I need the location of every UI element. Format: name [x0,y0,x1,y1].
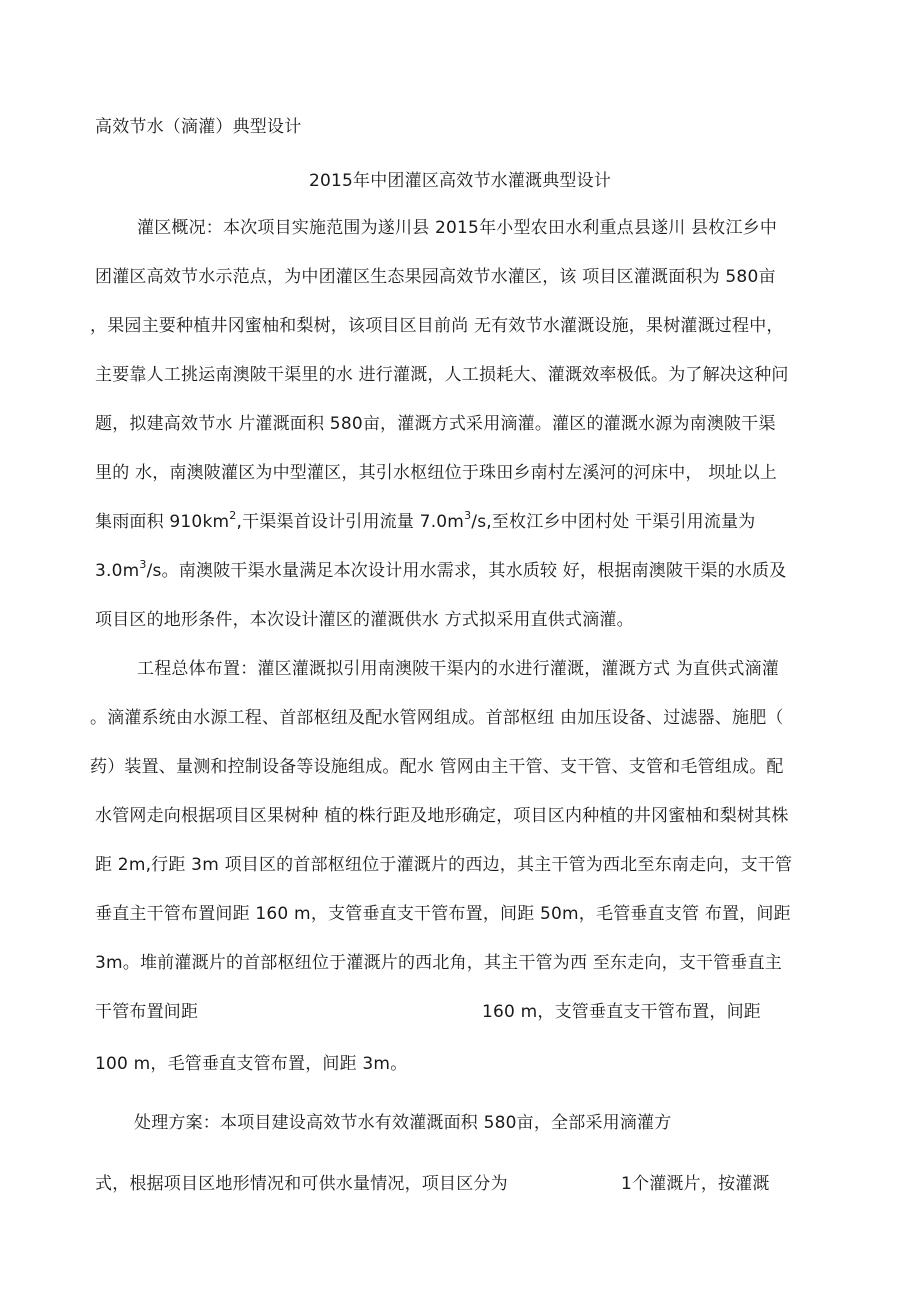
paragraph-line: 处理方案：本项目建设高效节水有效灌溉面积 580亩，全部采用滴灌方 [134,1113,672,1133]
paragraph-line-right: 1个灌溉片，按灌溉 [621,1174,770,1194]
paragraph-line-left: 干管布置间距 [95,1002,199,1022]
paragraph-line: 工程总体布置：灌区灌溉拟引用南澳陂干渠内的水进行灌溉，灌溉方式 为直供式滴灌 [137,659,780,679]
line-text: 集雨面积 910km [95,512,230,532]
paragraph-line: ，果园主要种植井冈蜜柚和梨树，该项目区目前尚 无有效节水灌溉设施，果树灌溉过程中， [90,316,784,336]
paragraph-line [95,511,755,533]
paragraph-line: 项目区的地形条件，本次设计灌区的灌溉供水 方式拟采用直供式滴灌。 [95,610,634,630]
line-text: /s。南澳陂干渠水量满足本次设计用水需求，其水质较 好，根据南澳陂干渠的水质及 [146,561,787,581]
paragraph-line: 题，拟建高效节水 片灌溉面积 580亩，灌溉方式采用滴灌。灌区的灌溉水源为南澳陂干渠 [95,414,776,434]
document-title: 2015年中团灌区高效节水灌溉典型设计 [308,171,612,191]
paragraph-line: 距 2m,行距 3m 项目区的首部枢纽位于灌溉片的西边，其主干管为西北至东南走向，支干管 [95,855,793,875]
paragraph-line: 团灌区高效节水示范点，为中团灌区生态果园高效节水灌区，该 项目区灌溉面积为 580亩 [95,267,776,287]
paragraph-line: 药）装置、量测和控制设备等设施组成。配水 管网由主干管、支干管、支管和毛管组成。配 [90,757,784,777]
line-text: 3.0m [95,561,140,581]
superscript: 3 [464,509,472,523]
paragraph-line-right: 160 m，支管垂直支干管布置，间距 [482,1002,762,1022]
paragraph-line: 里的 水，南澳陂灌区为中型灌区，其引水枢纽位于珠田乡南村左溪河的河床中， 坝址以上 [95,463,778,483]
document-heading: 高效节水（滴灌）典型设计 [95,117,302,137]
superscript: 2 [229,509,237,523]
paragraph-line: 垂直主干管布置间距 160 m，支管垂直支干管布置，间距 50m，毛管垂直支管 布置，间距 [95,904,791,924]
superscript: 3 [139,558,147,572]
paragraph-line: 灌区概况：本次项目实施范围为遂川县 2015年小型农田水利重点县遂川 县枚江乡中 [137,218,778,238]
paragraph-line [95,560,786,582]
line-text: ,干渠渠首设计引用流量 7.0m [236,512,465,532]
paragraph-line: 。滴灌系统由水源工程、首部枢纽及配水管网组成。首部枢纽 由加压设备、过滤器、施肥（ [90,708,784,728]
paragraph-line: 水管网走向根据项目区果树种 植的株行距及地形确定，项目区内种植的井冈蜜柚和梨树其株 [95,806,789,826]
paragraph-line: 100 m，毛管垂直支管布置，间距 3m。 [95,1054,408,1074]
paragraph-line: 主要靠人工挑运南澳陂干渠里的水 进行灌溉，人工损耗大、灌溉效率极低。为了解决这种问 [95,365,789,385]
line-text: /s,至枚江乡中团村处 干渠引用流量为 [471,512,756,532]
paragraph-line-left: 式，根据项目区地形情况和可供水量情况，项目区分为 [95,1174,508,1194]
paragraph-line: 3m。堆前灌溉片的首部枢纽位于灌溉片的西北角，其主干管为西 至东走向，支干管垂直主 [95,953,782,973]
